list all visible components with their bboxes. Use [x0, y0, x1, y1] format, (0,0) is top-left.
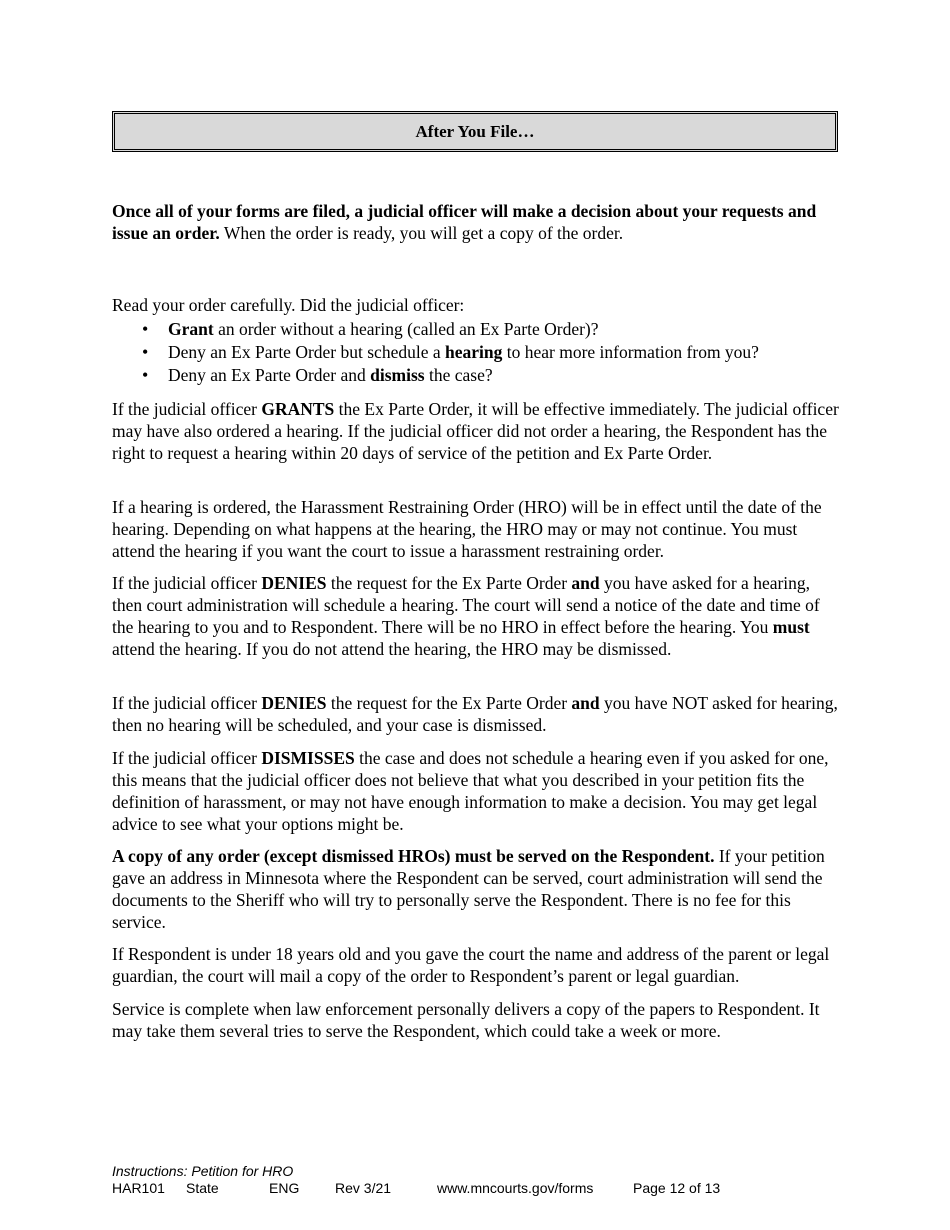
list-item: • Deny an Ex Parte Order but schedule a hearing to hear more information from you? [112, 341, 842, 364]
list-item: • Grant an order without a hearing (called an Ex Parte Order)? [112, 318, 842, 341]
footer-website: www.mncourts.gov/forms [437, 1180, 594, 1196]
dismisses-paragraph: If the judicial officer DISMISSES the case and does not schedule a hearing even if you asked for one, this means that the judicial officer does not believe that what you described in your petition fits the definition of harassment, or may not have enough information to make a decision. You may get legal advice to see what your options might be. [112, 748, 829, 834]
decision-list [112, 318, 842, 387]
service-paragraph: Service is complete when law enforcement personally delivers a copy of the papers to Respondent. It may take them several tries to serve the Respondent, which could take a week or more. [112, 999, 820, 1041]
intro-rest: When the order is ready, you will get a copy of the order. [219, 223, 624, 243]
section-header [112, 111, 838, 152]
list-item: • Deny an Ex Parte Order and dismiss the case? [112, 364, 842, 387]
hearing-paragraph: If a hearing is ordered, the Harassment Restraining Order (HRO) will be in effect until the date of the hearing. Depending on what happens at the hearing, the HRO may or may not continue. You must attend the hearing if you want the court to issue a harassment restraining order. [112, 497, 822, 561]
footer-page-number: Page 12 of 13 [633, 1180, 721, 1196]
denies-no-hearing-paragraph: If the judicial officer DENIES the request for the Ex Parte Order and you have NOT asked for hearing, then no hearing will be scheduled, and your case is dismissed. [112, 693, 838, 735]
read-order-text: Read your order carefully. Did the judicial officer: [112, 295, 465, 315]
denies-hearing-paragraph: If the judicial officer DENIES the request for the Ex Parte Order and you have asked for a hearing, then court administration will schedule a hearing. The court will send a notice of the date and time of the hearing to you and to Respondent. There will be no HRO in effect before the hearing. You must attend the hearing. If you do not attend the hearing, the HRO may be dismissed. [112, 573, 820, 659]
under-18-paragraph: If Respondent is under 18 years old and you gave the court the name and address of the parent or legal guardian, the court will mail a copy of the order to Respondent’s parent or legal guardian. [112, 944, 830, 986]
footer-title: Instructions: Petition for HRO [112, 1163, 294, 1179]
footer-form-code: HAR101 [112, 1180, 165, 1196]
intro-paragraph [112, 200, 842, 244]
footer-language: ENG [269, 1180, 300, 1196]
intro-bold: Once all of your forms are filed, a judicial officer will make a decision about your requests and issue an order. [112, 201, 817, 243]
page-footer [112, 1163, 721, 1197]
copy-served-paragraph: A copy of any order (except dismissed HROs) must be served on the Respondent. If your petition gave an address in Minnesota where the Respondent can be served, court administration will send the documents to the Sheriff who will try to personally serve the Respondent. There is no fee for this service. [112, 846, 825, 932]
section-title: After You File… [415, 121, 535, 141]
grants-paragraph: If the judicial officer GRANTS the Ex Parte Order, it will be effective immediately. The judicial officer may have also ordered a hearing. If the judicial officer did not order a hearing, the Respondent has the right to request a hearing within 20 days of service of the petition and Ex Parte Order. [112, 399, 839, 463]
footer-revision: Rev 3/21 [335, 1180, 392, 1196]
footer-jurisdiction: State [186, 1180, 219, 1196]
